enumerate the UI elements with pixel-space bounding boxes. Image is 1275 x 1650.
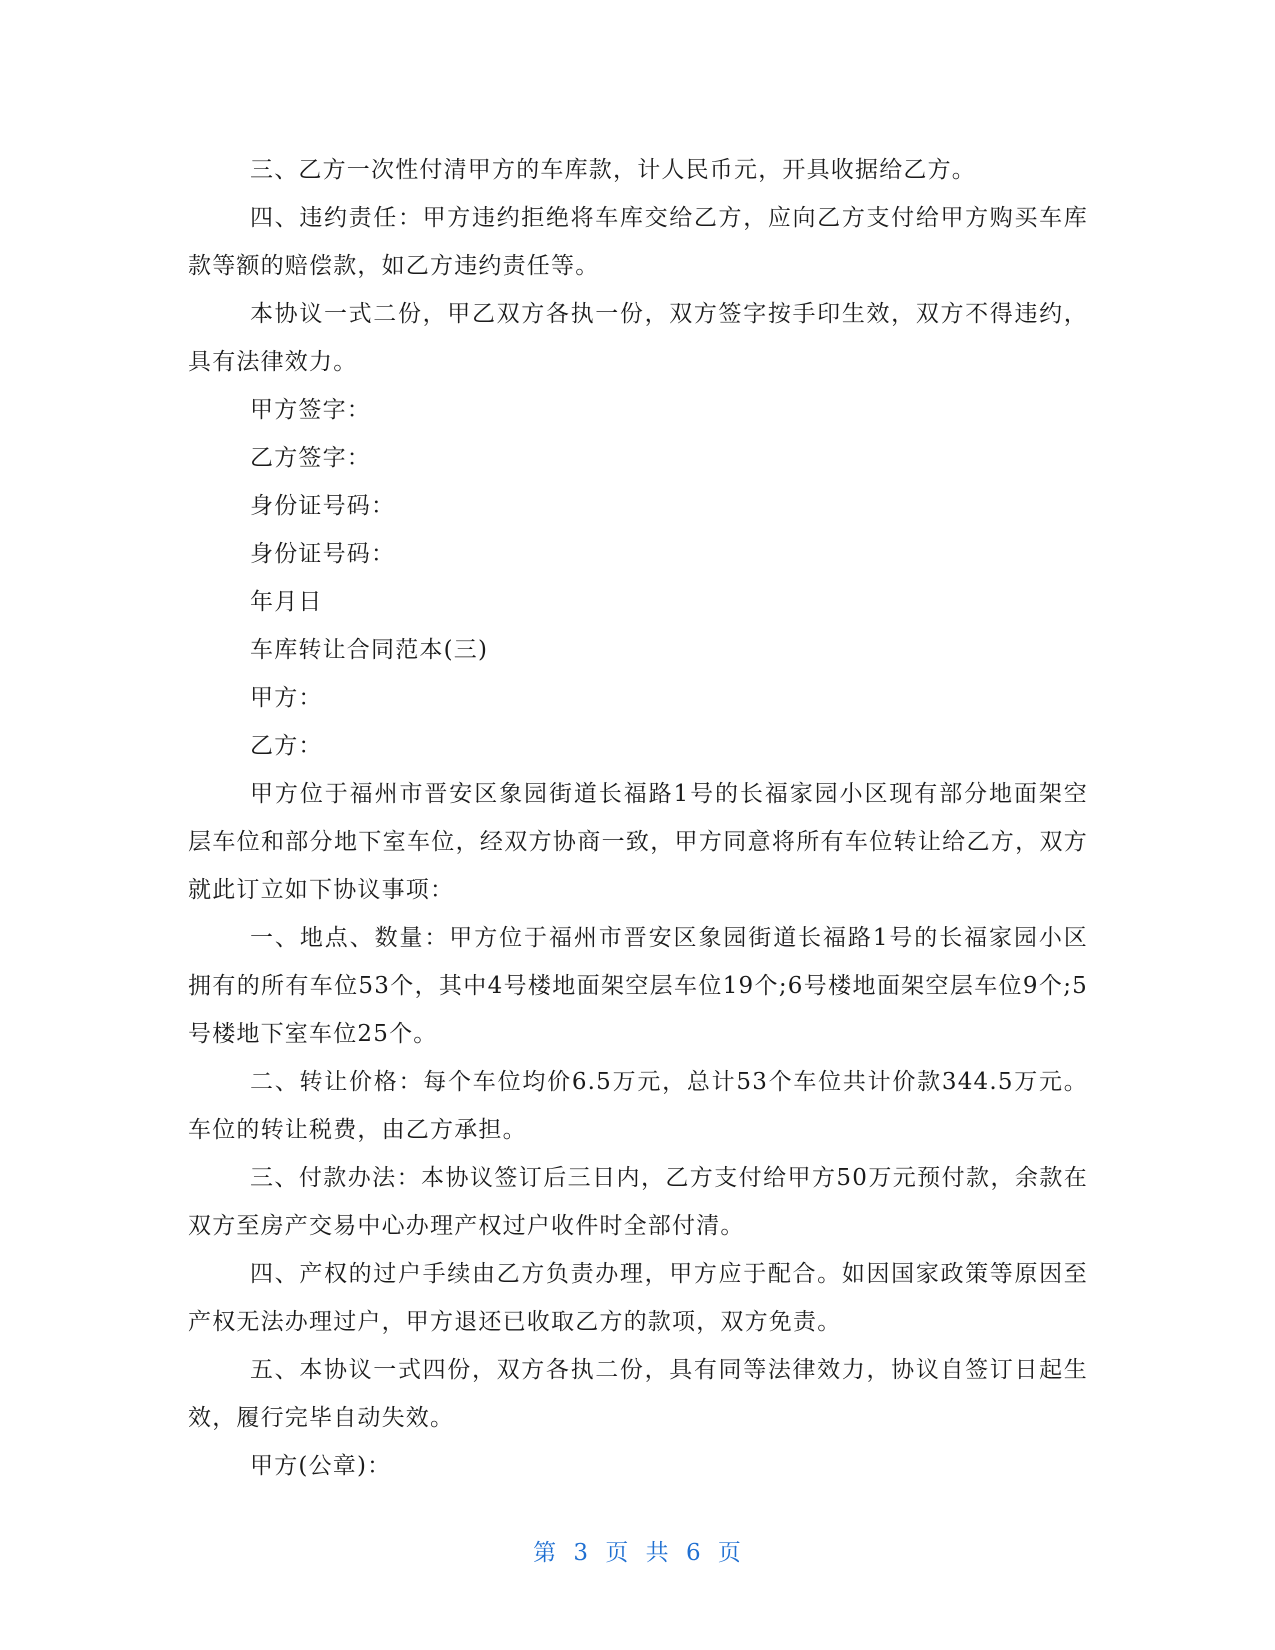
section-title: 车库转让合同范本(三) <box>250 637 489 663</box>
party-b-line: 乙方： <box>250 733 323 759</box>
paragraph: 四、产权的过户手续由乙方负责办理，甲方应于配合。如因国家政策等原因至产权无法办理过户，甲方退还已收取乙方的款项，双方免责。 <box>188 1261 1088 1335</box>
id-number-line: 身份证号码： <box>250 541 396 567</box>
party-a-line: 甲方： <box>250 685 323 711</box>
page-footer: 第 3 页 共 6 页 <box>533 1540 742 1566</box>
document-body <box>188 146 1088 1490</box>
paragraph: 五、本协议一式四份，双方各执二份，具有同等法律效力，协议自签订日起生效，履行完毕自动失效。 <box>188 1357 1088 1431</box>
id-number-line: 身份证号码： <box>250 493 396 519</box>
signature-line-party-a: 甲方签字： <box>250 397 371 423</box>
paragraph: 三、付款办法：本协议签订后三日内，乙方支付给甲方50万元预付款，余款在双方至房产交易中心办理产权过户收件时全部付清。 <box>188 1165 1088 1239</box>
paragraph: 二、转让价格：每个车位均价6.5万元，总计53个车位共计价款344.5万元。车位的转让税费，由乙方承担。 <box>188 1069 1088 1143</box>
paragraph: 一、地点、数量：甲方位于福州市晋安区象园街道长福路1号的长福家园小区拥有的所有车位53个，其中4号楼地面架空层车位19个;6号楼地面架空层车位9个;5号楼地下室车位25个。 <box>188 925 1088 1047</box>
seal-line: 甲方(公章)： <box>250 1453 392 1479</box>
paragraph: 三、乙方一次性付清甲方的车库款，计人民币元，开具收据给乙方。 <box>250 157 976 183</box>
paragraph: 甲方位于福州市晋安区象园街道长福路1号的长福家园小区现有部分地面架空层车位和部分地下室车位，经双方协商一致，甲方同意将所有车位转让给乙方，双方就此订立如下协议事项： <box>188 781 1088 903</box>
paragraph: 本协议一式二份，甲乙双方各执一份，双方签字按手印生效，双方不得违约，具有法律效力。 <box>188 301 1088 375</box>
date-line: 年月日 <box>250 589 323 615</box>
paragraph: 四、违约责任：甲方违约拒绝将车库交给乙方，应向乙方支付给甲方购买车库款等额的赔偿款，如乙方违约责任等。 <box>188 205 1088 279</box>
signature-line-party-b: 乙方签字： <box>250 445 371 471</box>
